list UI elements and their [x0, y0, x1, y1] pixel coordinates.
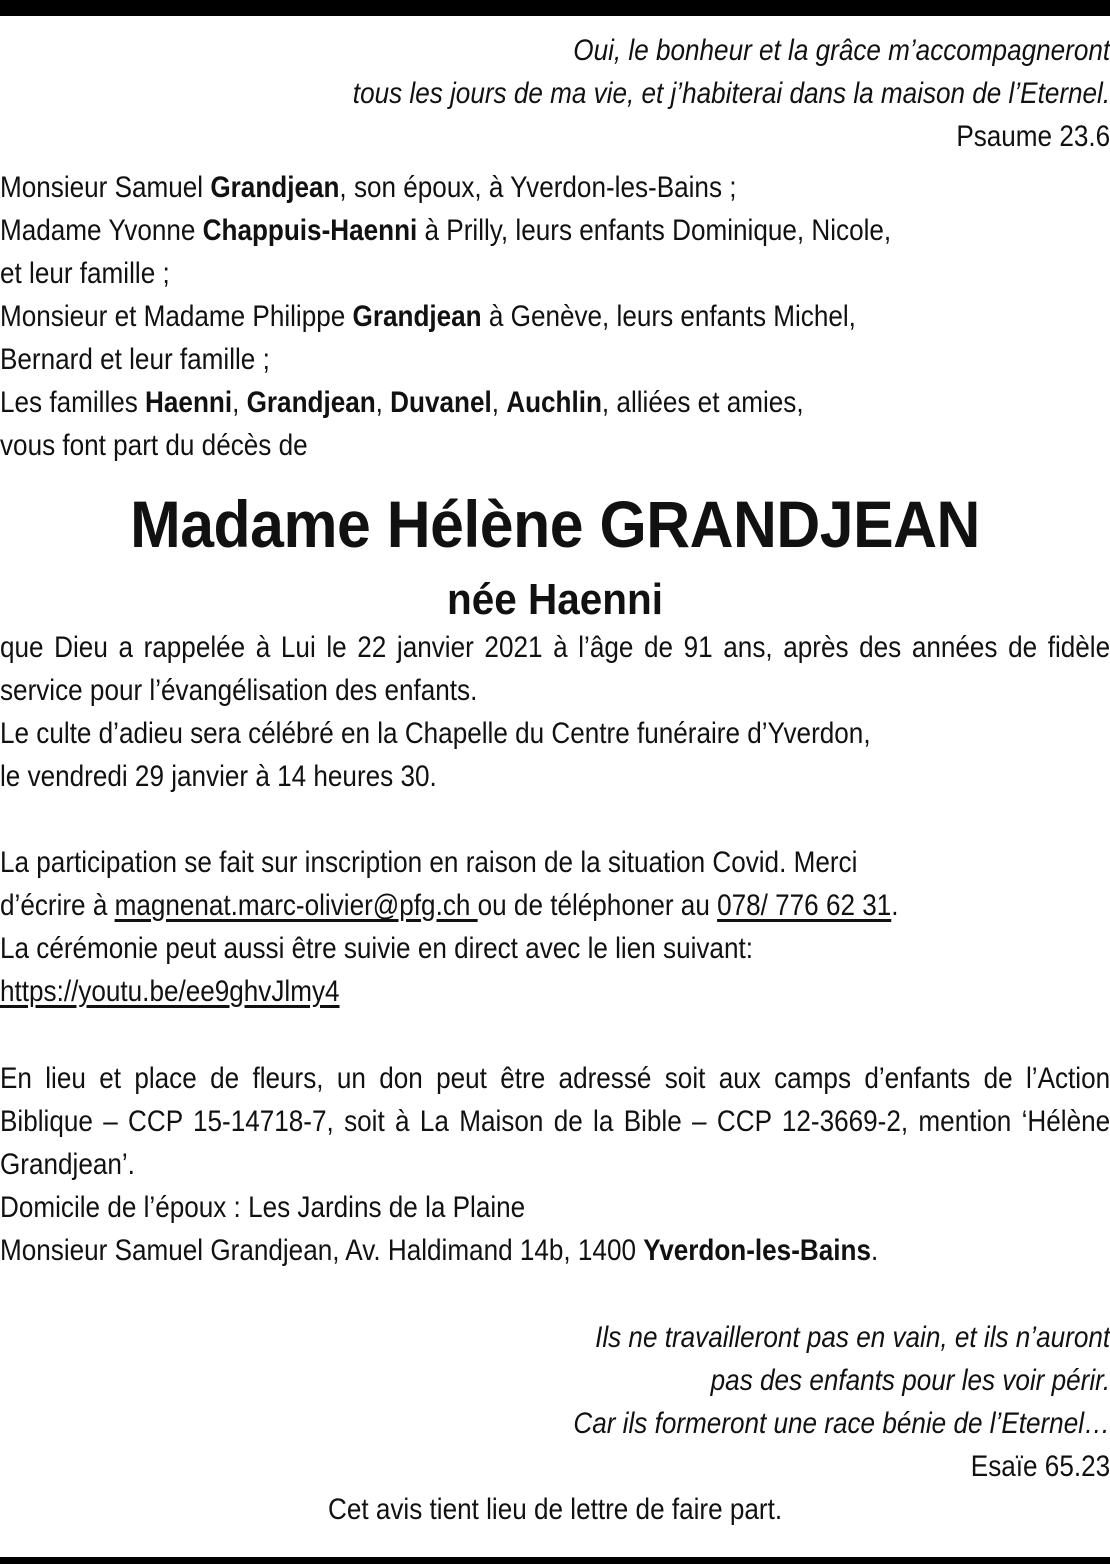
text: , son époux, à Yverdon-les-Bains ;: [339, 171, 737, 204]
surname: Grandjean: [352, 300, 482, 333]
death-details: [0, 626, 1110, 798]
text: Madame Yvonne: [0, 214, 203, 247]
text: Monsieur Samuel: [0, 171, 211, 204]
service-line-1: Le culte d’adieu sera célébré en la Chapelle du Centre funéraire d’Yverdon,: [0, 717, 871, 750]
family-line-1: [0, 166, 1110, 209]
top-border-rule: [0, 0, 1110, 16]
family-line-2: [0, 209, 1110, 252]
text: , alliées et amies,: [601, 386, 804, 419]
family-announcement: [0, 166, 966, 467]
email-link[interactable]: magnenat.marc-olivier@pfg.ch: [114, 889, 478, 922]
footer-note: [0, 1488, 966, 1531]
participation-line-3: La cérémonie peut aussi être suivie en direct avec le lien suivant:: [0, 932, 753, 965]
city: Yverdon-les-Bains: [643, 1234, 871, 1267]
family-line-7: vous font part du décès de: [0, 429, 308, 462]
top-verse-line-1: Oui, le bonheur et la grâce m’accompagneront: [573, 34, 1110, 67]
text: ,: [491, 386, 507, 419]
text: .: [870, 1234, 879, 1267]
footer-note-text: Cet avis tient lieu de lettre de faire part.: [328, 1493, 783, 1526]
text: Monsieur Samuel Grandjean, Av. Haldimand 14b, 1400: [0, 1234, 644, 1267]
participation-line-2: [0, 884, 1110, 927]
bottom-verse-line-2: pas des enfants pour les voir périr.: [710, 1364, 1110, 1397]
text: Monsieur et Madame Philippe: [0, 300, 353, 333]
top-verse: [0, 29, 1110, 158]
deceased-name: Madame Hélène GRANDJEAN: [130, 487, 980, 561]
service-line-2: le vendredi 29 janvier à 14 heures 30.: [0, 760, 437, 793]
text: ,: [232, 386, 247, 419]
bottom-verse-reference: Esaïe 65.23: [970, 1450, 1110, 1483]
bottom-verse: [0, 1316, 1110, 1488]
surname: Auchlin: [506, 386, 602, 419]
birth-name: née Haenni: [447, 575, 663, 624]
top-verse-line-2: tous les jours de ma vie, et j’habiterai dans la maison de l’Eternel.: [352, 77, 1110, 110]
family-line-5: Bernard et leur famille ;: [0, 343, 270, 376]
surname: Haenni: [145, 386, 233, 419]
text: Les familles: [0, 386, 146, 419]
address-line: [0, 1229, 1110, 1272]
text: ,: [375, 386, 391, 419]
surname: Grandjean: [246, 386, 376, 419]
donation-info: [0, 1057, 1110, 1272]
participation-line-1: La participation se fait sur inscription en raison de la situation Covid. Merci: [0, 846, 858, 879]
surname: Duvanel: [390, 386, 492, 419]
surname: Grandjean: [210, 171, 340, 204]
family-line-4: [0, 295, 1110, 338]
family-line-6: [0, 381, 1110, 424]
text: à Prilly, leurs enfants Dominique, Nicole,: [417, 214, 892, 247]
text: .: [891, 889, 899, 922]
bottom-verse-line-1: Ils ne travailleront pas en vain, et ils n’auront: [595, 1321, 1110, 1354]
text: ou de téléphoner au: [477, 889, 718, 922]
family-line-3: et leur famille ;: [0, 257, 170, 290]
top-verse-reference: Psaume 23.6: [956, 120, 1110, 153]
bottom-verse-line-3: Car ils formeront une race bénie de l’Eternel…: [573, 1407, 1110, 1440]
death-paragraph: que Dieu a rappelée à Lui le 22 janvier 2021 à l’âge de 91 ans, après des années de fidèle service pour l’évangélisation des enfants.: [0, 631, 1110, 707]
participation-info: [0, 841, 966, 1013]
text: d’écrire à: [0, 889, 115, 922]
phone-link[interactable]: 078/ 776 62 31: [717, 889, 892, 922]
text: à Genève, leurs enfants Michel,: [481, 300, 856, 333]
livestream-link[interactable]: https://youtu.be/ee9ghvJlmy4: [0, 975, 340, 1008]
bottom-border-rule: [0, 1557, 1110, 1564]
donation-paragraph: En lieu et place de fleurs, un don peut être adressé soit aux camps d’enfants de l’Action Biblique – CCP 15-14718-7, soit à La Maison de la Bible – CCP 12-3669-2, mention ‘Hélène Grandjean’.: [0, 1062, 1110, 1181]
domicile-line: Domicile de l’époux : Les Jardins de la Plaine: [0, 1191, 526, 1224]
surname: Chappuis-Haenni: [202, 214, 418, 247]
